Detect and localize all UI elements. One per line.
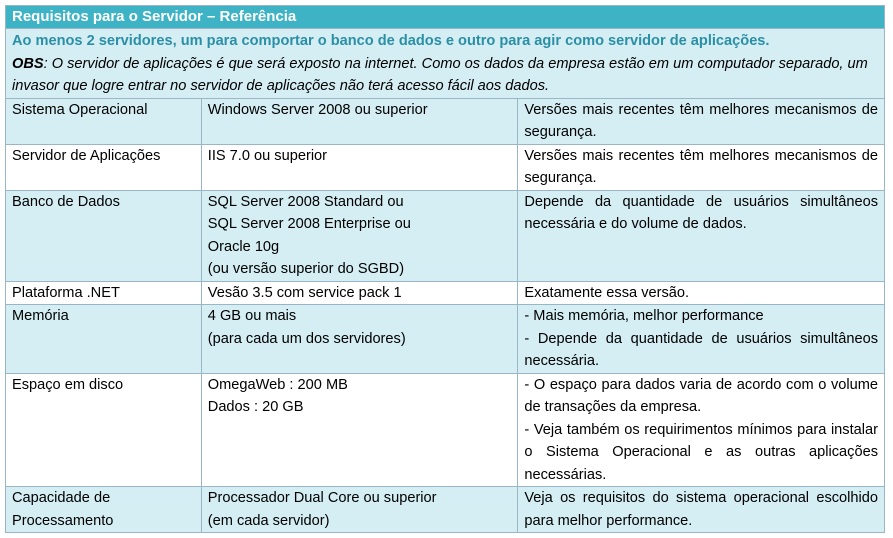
- requirement-value-line: Dados : 20 GB: [207, 399, 304, 415]
- requirement-note-cell: [518, 98, 885, 144]
- requirement-note-cell: [518, 487, 885, 533]
- table-row: [6, 144, 885, 190]
- requirement-value-line: 4 GB ou mais: [207, 308, 297, 324]
- requirement-name-cell: [6, 305, 202, 374]
- requirement-note-cell: [518, 190, 885, 281]
- requirement-value-cell: [201, 487, 518, 533]
- requirement-note-line: Exatamente essa versão.: [524, 284, 690, 301]
- requirement-value-line: IIS 7.0 ou superior: [207, 147, 328, 164]
- requirement-name-line: Servidor de Aplicações: [12, 147, 161, 164]
- requirements-table: [5, 5, 885, 533]
- requirement-name-cell: [6, 373, 202, 487]
- requirement-name-cell: [6, 144, 202, 190]
- intro-lead-text: Ao menos 2 servidores, um para comportar o banco de dados e outro para agir como servidor de aplicações.: [12, 33, 770, 49]
- requirement-name-cell: [6, 487, 202, 533]
- requirement-value-cell: [201, 98, 518, 144]
- requirement-note-line: - Veja também os requirimentos mínimos para instalar o Sistema Operacional e as outras aplicações necessárias.: [524, 421, 878, 483]
- requirement-name-line: Sistema Operacional: [12, 101, 148, 118]
- requirements-rows: [6, 98, 885, 533]
- requirement-name-cell: [6, 281, 202, 305]
- requirement-note-line: - Mais memória, melhor performance: [524, 308, 764, 324]
- table-row: [6, 190, 885, 281]
- requirement-value-line: SQL Server 2008 Standard ou: [207, 193, 404, 210]
- requirement-note-line: Veja os requisitos do sistema operacional escolhido para melhor performance.: [524, 490, 878, 529]
- requirement-note-cell: [518, 305, 885, 374]
- table-row: [6, 281, 885, 305]
- requirement-note-line: Depende da quantidade de usuários simultâneos necessária e do volume de dados.: [524, 193, 878, 232]
- requirement-value-cell: [201, 373, 518, 487]
- requirement-name-line: Memória: [12, 308, 69, 324]
- requirement-value-cell: [201, 144, 518, 190]
- table-row: [6, 373, 885, 487]
- table-title-row: [6, 6, 885, 29]
- requirement-note-line: Versões mais recentes têm melhores mecanismos de segurança.: [524, 101, 878, 140]
- requirement-value-cell: [201, 305, 518, 374]
- requirement-name-line: Plataforma .NET: [12, 284, 120, 301]
- requirement-value-line: Vesão 3.5 com service pack 1: [207, 284, 402, 301]
- obs-text: : O servidor de aplicações é que será exposto na internet. Como os dados da empresa estão em um computador separado, um invasor que logre entrar no servidor de aplicações não terá acesso fácil aos dados.: [12, 55, 868, 94]
- requirement-value-line: SQL Server 2008 Enterprise ou: [207, 216, 411, 232]
- requirement-value-cell: [201, 281, 518, 305]
- requirement-note-cell: [518, 144, 885, 190]
- requirement-note-cell: [518, 281, 885, 305]
- requirement-note-cell: [518, 373, 885, 487]
- obs-label: OBS: [12, 55, 44, 72]
- requirement-name-line: Espaço em disco: [12, 376, 124, 393]
- requirement-name-line: Processamento: [12, 512, 114, 529]
- requirement-value-line: Windows Server 2008 ou superior: [207, 101, 428, 118]
- intro-obs-note: [12, 53, 878, 98]
- requirement-name-cell: [6, 98, 202, 144]
- requirement-value-line: (ou versão superior do SGBD): [207, 261, 405, 277]
- requirement-note-line: - Depende da quantidade de usuários simultâneos necessária.: [524, 330, 878, 369]
- requirement-value-line: (em cada servidor): [207, 512, 330, 529]
- requirement-value-line: (para cada um dos servidores): [207, 330, 406, 347]
- requirement-value-line: Oracle 10g: [207, 238, 280, 255]
- table-intro-row: [6, 29, 885, 99]
- requirement-value-line: OmegaWeb : 200 MB: [207, 376, 348, 393]
- table-row: [6, 487, 885, 533]
- requirement-name-line: Banco de Dados: [12, 193, 120, 210]
- requirement-name-line: Capacidade de: [12, 490, 111, 506]
- requirement-value-line: Processador Dual Core ou superior: [207, 490, 437, 506]
- requirement-name-cell: [6, 190, 202, 281]
- table-row: [6, 305, 885, 374]
- requirement-note-line: - O espaço para dados varia de acordo com o volume de transações da empresa.: [524, 376, 878, 415]
- requirement-note-line: Versões mais recentes têm melhores mecanismos de segurança.: [524, 147, 878, 186]
- table-intro: [6, 29, 885, 99]
- table-row: [6, 98, 885, 144]
- table-title: Requisitos para o Servidor – Referência: [6, 6, 885, 29]
- requirement-value-cell: [201, 190, 518, 281]
